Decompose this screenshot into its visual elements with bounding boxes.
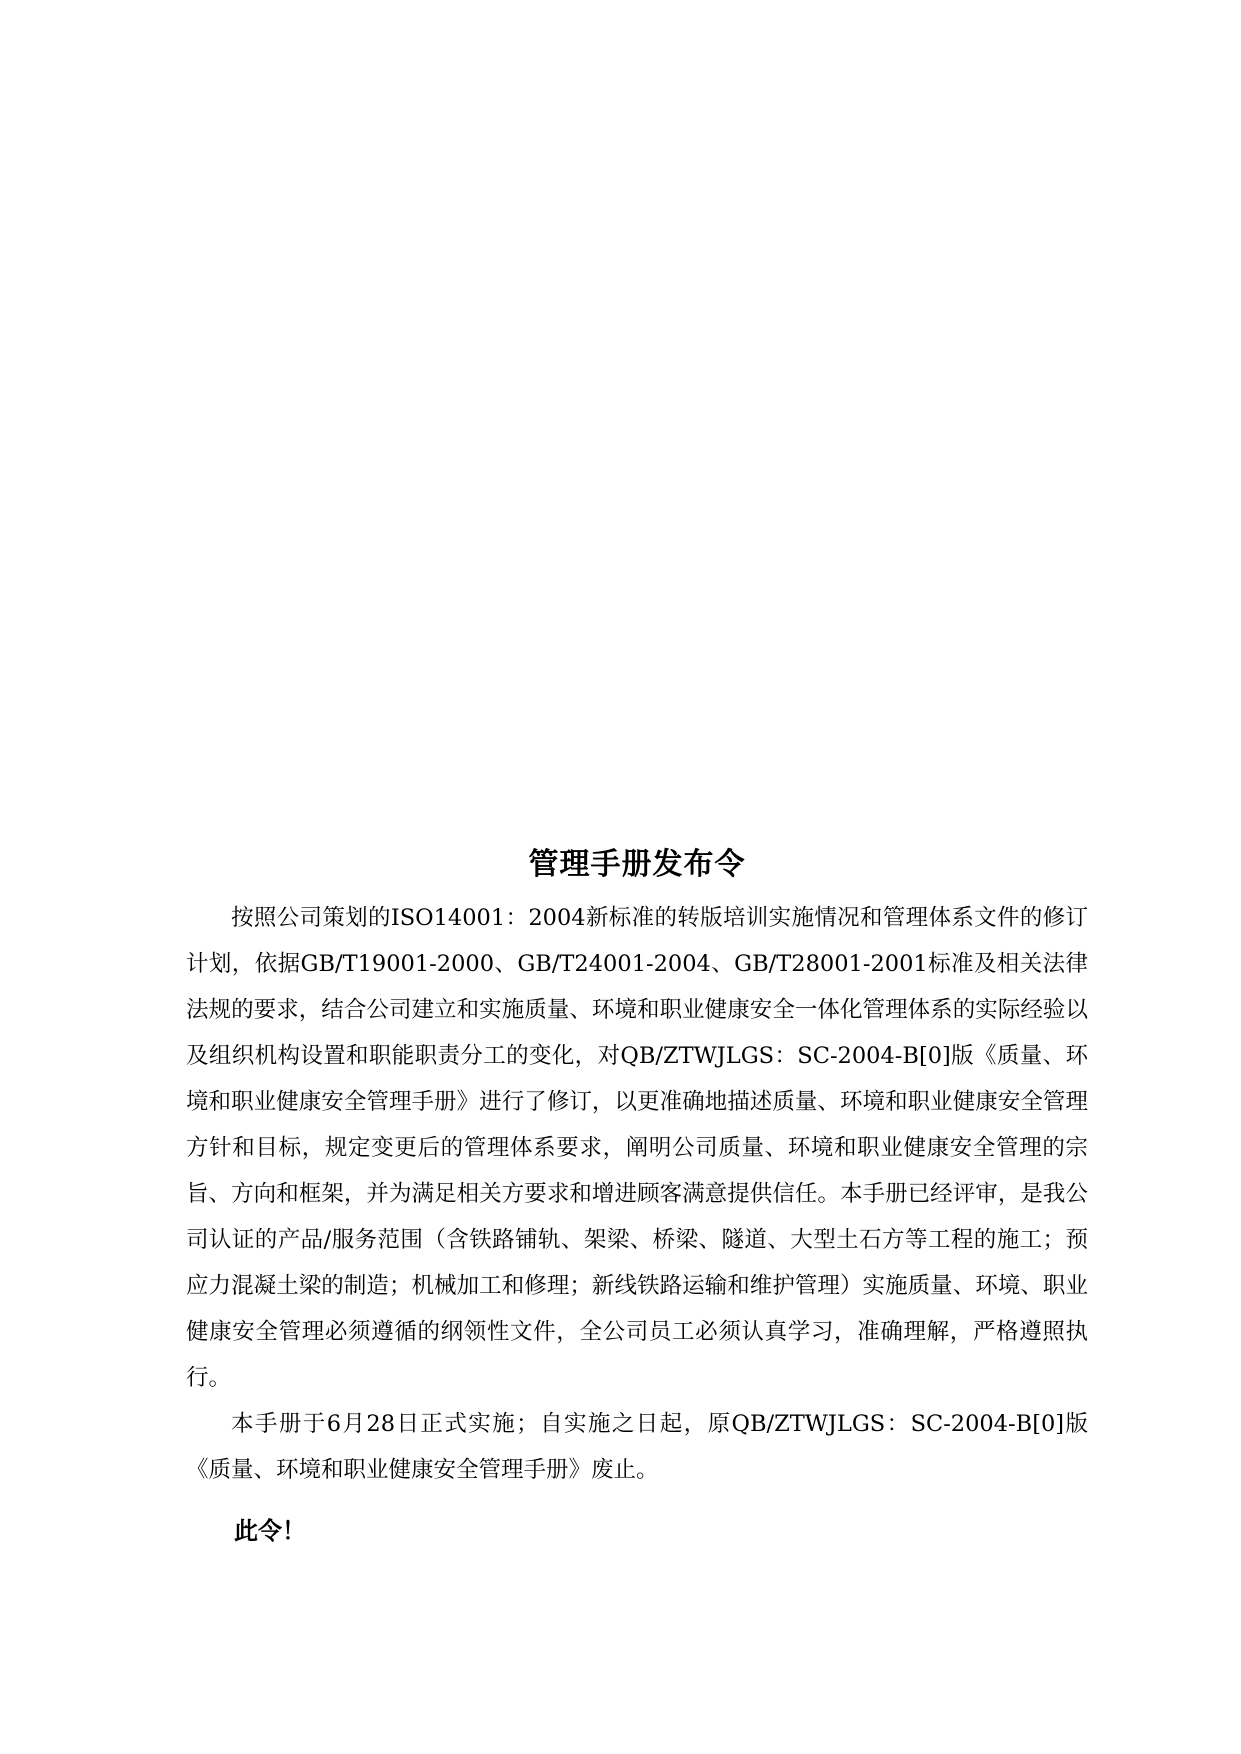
body-paragraph-2: 本手册于6月28日正式实施；自实施之日起，原QB/ZTWJLGS：SC-2004-B[0]版《质量、环境和职业健康安全管理手册》废止。	[186, 1411, 1088, 1483]
document-body	[186, 845, 1088, 1551]
closing-line: 此令！	[234, 1517, 306, 1545]
document-title: 管理手册发布令	[528, 847, 746, 882]
body-paragraph-1: 按照公司策划的ISO14001：2004新标准的转版培训实施情况和管理体系文件的修订计划，依据GB/T19001-2000、GB/T24001-2004、GB/T28001-2001标准及相关法律法规的要求，结合公司建立和实施质量、环境和职业健康安全一体化管理体系的实际经验以及组织机构设置和职能职责分工的变化，对QB/ZTWJLGS：SC-2004-B[0]版《质量、环境和职业健康安全管理手册》进行了修订，以更准确地描述质量、环境和职业健康安全管理方针和目标，规定变更后的管理体系要求，阐明公司质量、环境和职业健康安全管理的宗旨、方向和框架，并为满足相关方要求和增进顾客满意提供信任。本手册已经评审，是我公司认证的产品/服务范围（含铁路铺轨、架梁、桥梁、隧道、大型土石方等工程的施工；预应力混凝土梁的制造；机械加工和修理；新线铁路运输和维护管理）实施质量、环境、职业健康安全管理必须遵循的纲领性文件，全公司员工必须认真学习，准确理解，严格遵照执行。	[186, 905, 1088, 1391]
